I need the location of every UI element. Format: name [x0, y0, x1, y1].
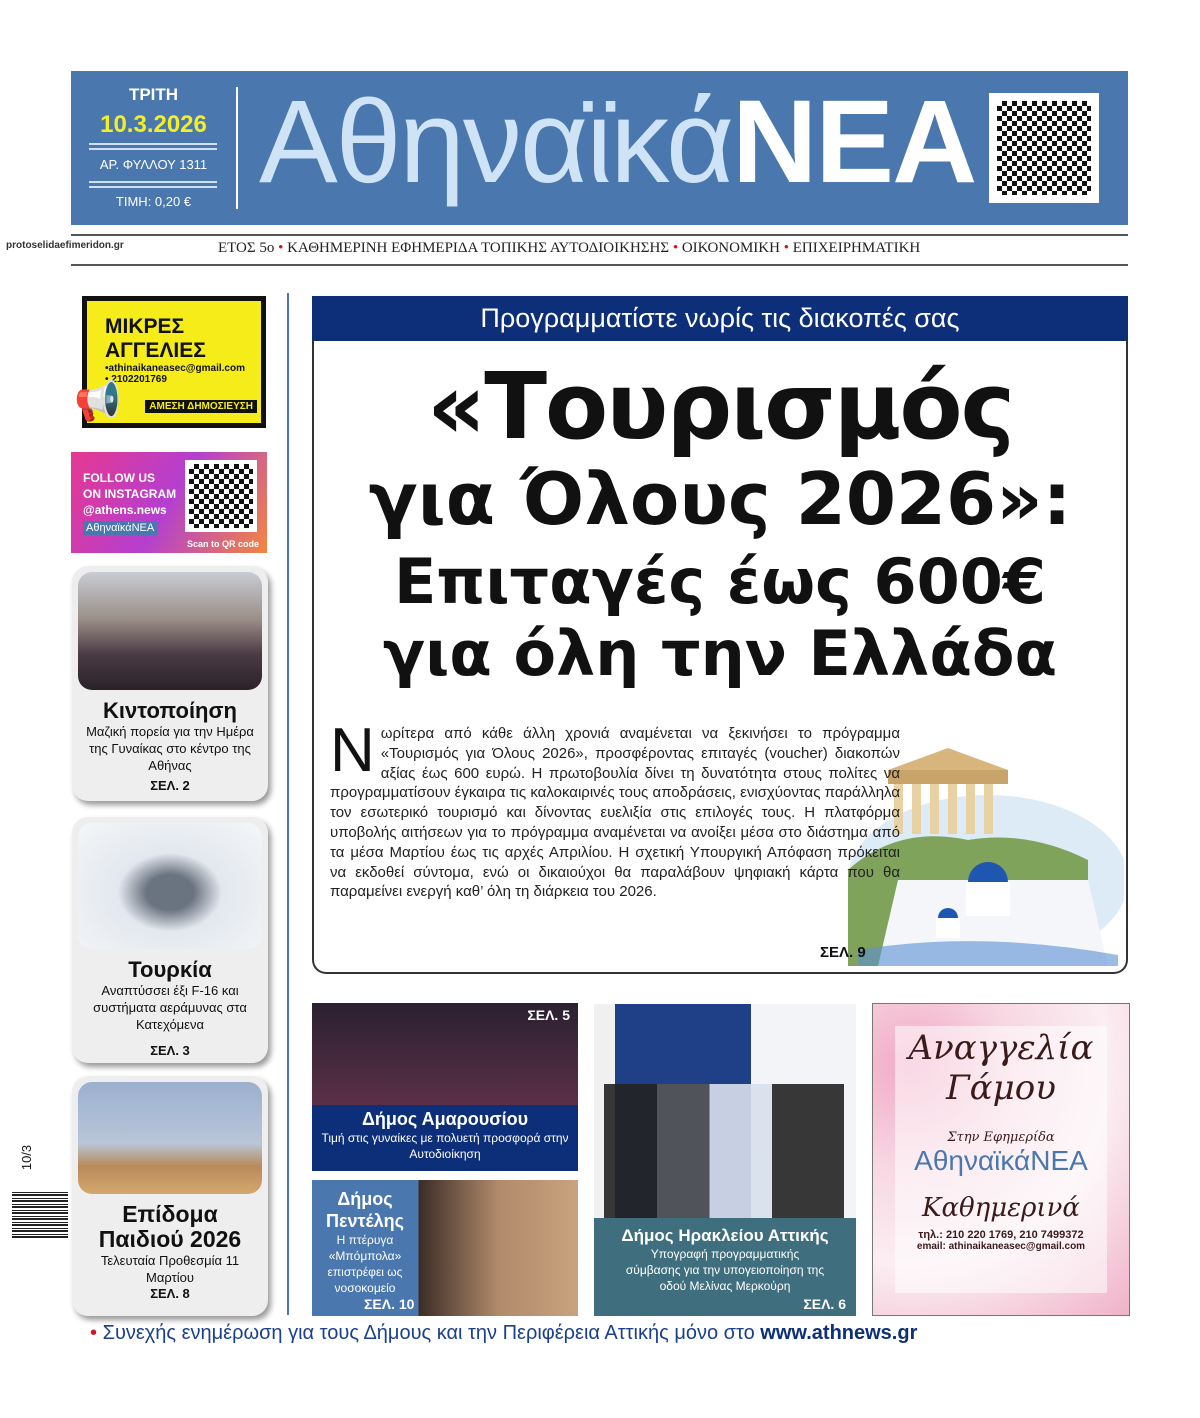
wedding-ad[interactable]	[872, 1003, 1130, 1316]
qr-code-icon[interactable]	[989, 93, 1099, 203]
page-ref: ΣΕΛ. 2	[150, 778, 190, 793]
divider	[89, 143, 217, 150]
card-title: Τουρκία	[128, 957, 212, 982]
tile-title: Δήμος Αμαρουσίου	[361, 1109, 529, 1129]
page-ref: ΣΕΛ. 10	[364, 1296, 415, 1312]
ad-title: ΜΙΚΡΕΣ	[105, 315, 185, 338]
issue-price: ΤΙΜΗ: 0,20 €	[115, 194, 192, 209]
lead-kicker: Προγραμματίστε νωρίς τις διακοπές σας	[312, 296, 1128, 341]
card-title: Κιντοποίηση	[103, 698, 237, 723]
tile-text: Η πτέρυγα «Μπόμπολα» επιστρέφει ως νοσοκομείο	[327, 1233, 403, 1295]
page-ref: ΣΕΛ. 9	[820, 944, 866, 961]
lead-body-text: ωρίτερα από κάθε άλλη χρονιά αναμένεται να ξεκινήσει το πρόγραμμα «Τουρισμός για Όλους 2026», προσφέροντας επιταγές (voucher) διακοπών αξίας έως 600 ευρώ. Η πρωτοβουλία δίνει τη δυνατότητα στους πολίτες να προγραμματίσουν έγκαιρα τις καλοκαιρινές τους αποδράσεις, ενισχύοντας παράλληλα τον εσωτερικό τουρισμό και δίνοντας ευελιξία στις επιλογές τους. Η πλατφόρμα υποβολής αιτήσεων για το πρόγραμμα αναμένεται να ανοίξει μέσα στο διάστημα από τα μέσα Μαρτίου έως τις αρχές Απριλίου. Η σχετική Υπουργική Απόφαση πρόκειται να εκδοθεί σύντομα, ενώ οι δικαιούχοι θα παραλάβουν ψηφιακή κάρτα που θα παραμείνει ενεργή καθ’ όλη τη διάρκεια του 2026.	[330, 725, 900, 901]
tagline-part: ΕΤΟΣ 5ο	[218, 240, 275, 256]
insta-text: ON INSTAGRAM	[83, 487, 177, 501]
divider	[71, 234, 1128, 236]
logo-light: Αθηναϊκά	[259, 76, 733, 208]
bullet: •	[90, 1322, 98, 1344]
tile-amarousio[interactable]	[312, 1003, 578, 1171]
page-ref: ΣΕΛ. 5	[527, 1007, 570, 1023]
tile-irakleio[interactable]	[594, 1004, 856, 1316]
tagline: ΕΤΟΣ 5ο • ΚΑΘΗΜΕΡΙΝΗ ΕΦΗΜΕΡΙΔΑ ΤΟΠΙΚΗΣ ΑΥΤΟΔΙΟΙΚΗΣΗΣ • ΟΙΚΟΝΟΜΙΚΗ • ΕΠΙΧΕΙΡΗΜΑΤΙΚΗ	[218, 240, 921, 256]
wedding-title: Αναγγελία	[908, 1028, 1094, 1068]
divider	[71, 264, 1128, 266]
issue-day: ΤΡΙΤΗ	[128, 85, 179, 104]
news-card[interactable]	[72, 817, 268, 1063]
tile-text: Τιμή στις γυναίκες με πολυετή προσφορά στην Αυτοδιοίκηση	[321, 1131, 569, 1161]
issue-date: 10.3.2026	[100, 111, 207, 138]
newspaper-logo	[259, 67, 975, 217]
insta-logo: ΑθηναϊκάΝΕΑ	[83, 521, 157, 535]
tile-title: Δήμος Πεντέλης	[325, 1189, 405, 1231]
card-text: Μαζική πορεία για την Ημέρα της Γυναίκας στο κέντρο της Αθήνας	[86, 724, 254, 773]
footer-text: Συνεχής ενημέρωση για τους Δήμους και την Περιφέρεια Αττικής μόνο στο	[102, 1322, 755, 1344]
insta-text: FOLLOW US	[83, 471, 155, 485]
wedding-daily: Καθημερινά	[922, 1193, 1080, 1223]
jet-photo	[78, 823, 262, 949]
ad-email: •athinaikaneasec@gmail.com	[105, 363, 245, 374]
lead-body	[330, 716, 900, 902]
instagram-ad[interactable]	[71, 452, 267, 553]
masthead	[71, 71, 1128, 225]
divider	[236, 87, 238, 209]
insta-handle: @athens.news	[83, 503, 167, 517]
logo-bold: ΝΕΑ	[732, 76, 976, 208]
barcode-date: 10/3	[19, 1144, 35, 1171]
family-coins-photo	[78, 1082, 262, 1194]
lead-headline[interactable]	[318, 353, 1122, 690]
tagline-part: ΟΙΚΟΝΟΜΙΚΗ	[681, 240, 780, 256]
tagline-part: ΚΑΘΗΜΕΡΙΝΗ ΕΦΗΜΕΡΙΔΑ ΤΟΠΙΚΗΣ ΑΥΤΟΔΙΟΙΚΗΣΗΣ	[287, 240, 670, 256]
source-site: protoselidaefimeridon.gr	[6, 240, 124, 251]
news-card[interactable]	[72, 1076, 268, 1316]
barcode-icon	[12, 1190, 68, 1238]
headline-line: Επιταγές έως 600€	[393, 545, 1047, 618]
megaphone-icon: 📢	[74, 381, 122, 423]
wedding-subtitle: Στην Εφημερίδα	[947, 1130, 1055, 1145]
wedding-title: Γάμου	[946, 1068, 1056, 1108]
ad-phone: • 2102201769	[105, 374, 167, 385]
headline-line: για Όλους 2026»:	[368, 457, 1072, 541]
tagline-part: ΕΠΙΧΕΙΡΗΜΑΤΙΚΗ	[792, 240, 921, 256]
tile-text: Υπογραφή προγραμματικής σύμβασης για την υπογειοποίηση της οδού Μελίνας Μερκούρη	[625, 1247, 825, 1293]
footer-promo[interactable]	[90, 1322, 917, 1345]
scan-label: Scan to QR code	[186, 539, 259, 549]
page-ref: ΣΕΛ. 6	[803, 1296, 846, 1312]
page-ref: ΣΕΛ. 8	[150, 1286, 190, 1301]
card-title: Επίδομα Παιδιού 2026	[98, 1201, 242, 1252]
card-text: Αναπτύσσει έξι F-16 και συστήματα αεράμυνας στα Κατεχόμενα	[93, 983, 247, 1032]
issue-number: ΑΡ. ΦΥΛΛΟΥ 1311	[99, 157, 208, 172]
page-ref: ΣΕΛ. 3	[150, 1043, 190, 1058]
qr-code-icon[interactable]	[185, 460, 257, 532]
wedding-phone: τηλ.: 210 220 1769, 210 7499372	[918, 1229, 1084, 1241]
tile-penteli[interactable]	[312, 1180, 578, 1316]
divider	[89, 181, 217, 188]
footer-link[interactable]: www.athnews.gr	[760, 1322, 918, 1344]
drop-cap: Ν	[330, 716, 375, 785]
ad-badge: ΑΜΕΣΗ ΔΗΜΟΣΙΕΥΣΗ	[145, 400, 257, 413]
column-divider	[287, 293, 289, 1315]
wedding-logo: ΑθηναϊκάΝΕΑ	[914, 1145, 1088, 1176]
protest-photo	[78, 572, 262, 690]
headline-line: για όλη την Ελλάδα	[382, 617, 1058, 690]
card-text: Τελευταία Προθεσμία 11 Μαρτίου	[100, 1253, 240, 1285]
ad-title: ΑΓΓΕΛΙΕΣ	[105, 339, 206, 362]
tile-title: Δήμος Ηρακλείου Αττικής	[621, 1226, 829, 1245]
wedding-email: email: athinaikaneasec@gmail.com	[916, 1241, 1086, 1252]
headline-line: «Τουρισμός	[426, 353, 1014, 460]
news-card[interactable]	[72, 566, 268, 801]
